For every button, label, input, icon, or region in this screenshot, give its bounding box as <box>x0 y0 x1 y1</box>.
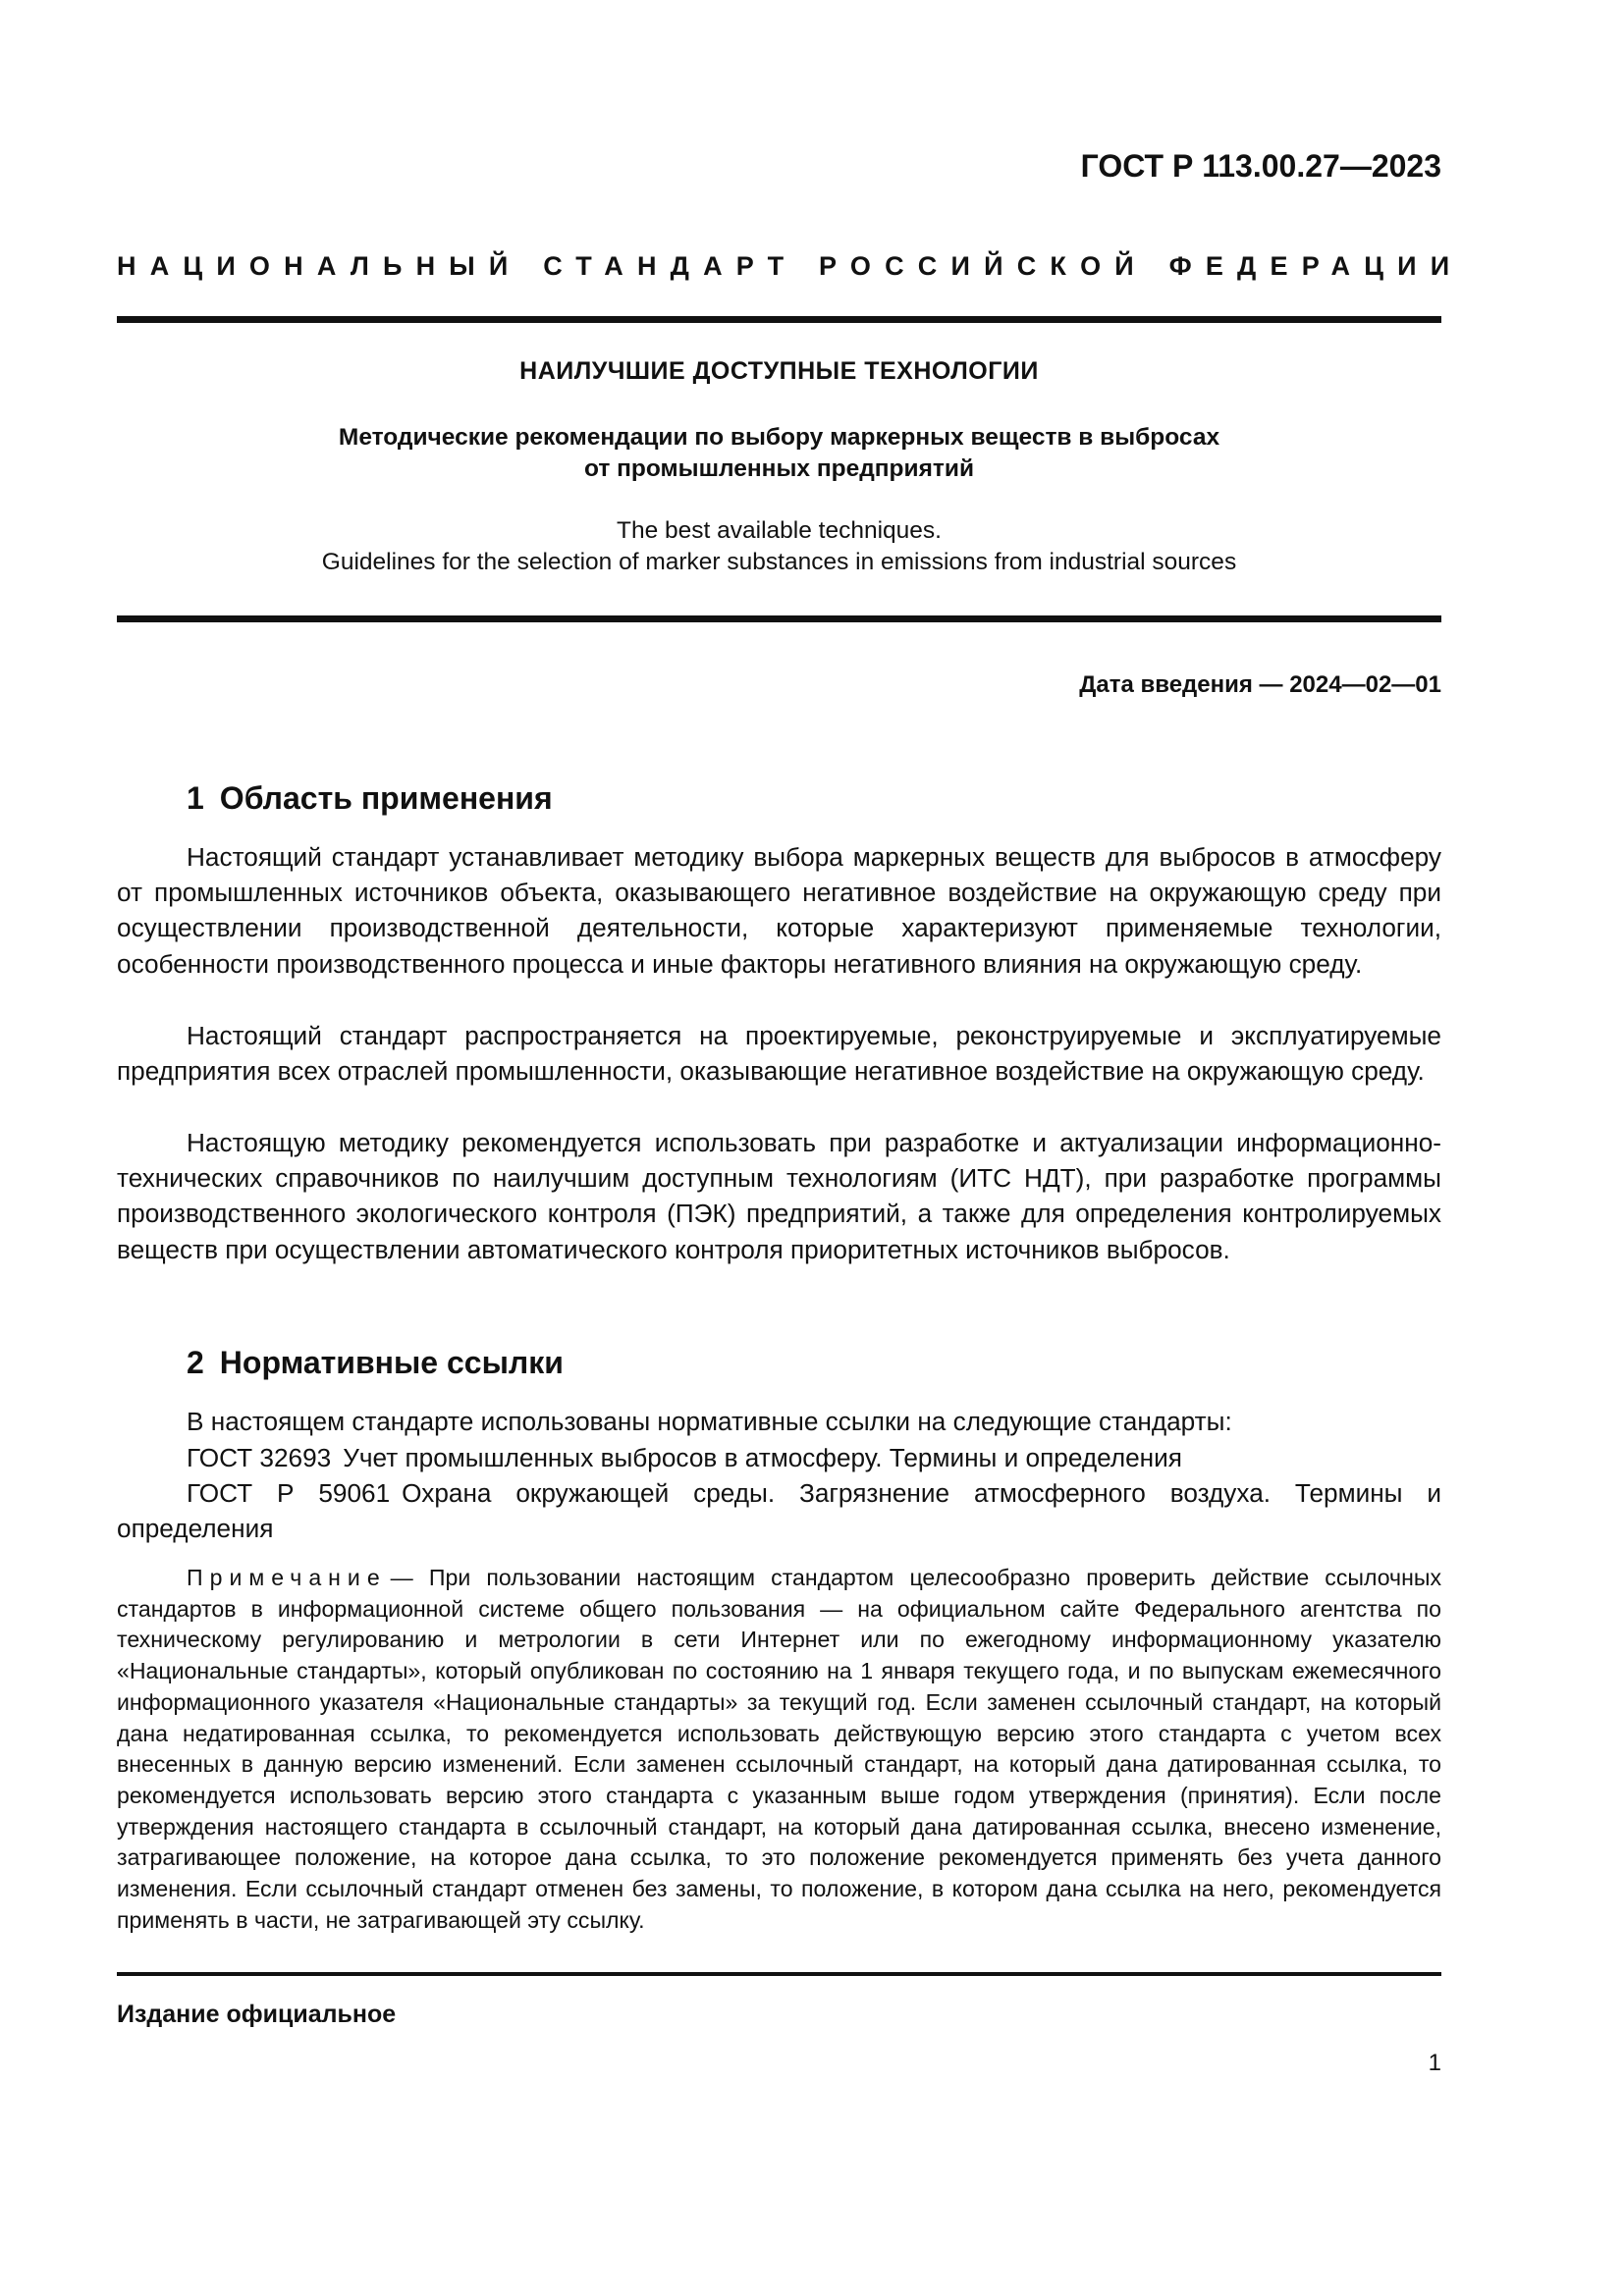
reference-item <box>117 1475 1441 1546</box>
section-1-paragraph-3: Настоящую методику рекомендуется использовать при разработке и актуализации информационно-технических справочников по наилучшим доступным технологиям (ИТС НДТ), при разработке программы производственного экологического контроля (ПЭК) предприятий, а также для определения контролируемых веществ при осуществлении автоматического контроля приоритетных источников выбросов. <box>117 1128 1441 1264</box>
note-text: — При пользовании настоящим стандартом целесообразно проверить действие ссылочных стандартов в информационной системе общего пользования — на официальном сайте Федерального агентства по техническому регулированию и метрологии в сети Интернет или по ежегодному информационному указателю «Национальные стандарты», который опубликован по состоянию на 1 января текущего года, и по выпускам ежемесячного информационного указателя «Национальные стандарты» за текущий год. Если заменен ссылочный стандарт, на который дана недатированная ссылка, то рекомендуется использовать действующую версию этого стандарта с учетом всех внесенных в данную версию изменений. Если заменен ссылочный стандарт, на который дана датированная ссылка, то рекомендуется использовать версию этого стандарта с указанным выше годом утверждения (принятия). Если после утверждения настоящего стандарта в ссылочный стандарт, на который дана датированная ссылка, внесено изменение, затрагивающее положение, на которое дана ссылка, то это положение рекомендуется применять без учета данного изменения. Если ссылочный стандарт отменен без замены, то положение, в котором дана ссылка на него, рекомендуется применять в части, не затрагивающей эту ссылку. <box>117 1565 1441 1933</box>
section-1-paragraph-2: Настоящий стандарт распространяется на проектируемые, реконструируемые и эксплуатируемые предприятия всех отраслей промышленности, оказывающие негативное воздействие на окружающую среду. <box>117 1021 1441 1087</box>
subtitle-line-1: Методические рекомендации по выбору маркерных веществ в выбросах <box>338 424 1220 451</box>
document-subtitle <box>117 422 1441 485</box>
reference-title: Охрана окружающей среды. Загрязнение атмосферного воздуха. Термины и определения <box>117 1478 1441 1544</box>
english-title-line-1: The best available techniques. <box>617 517 942 544</box>
section-1-title: Область применения <box>219 780 553 816</box>
top-divider <box>117 316 1441 323</box>
reference-title: Учет промышленных выбросов в атмосферу. Термины и определения <box>343 1443 1182 1472</box>
reference-note <box>117 1563 1441 1936</box>
subtitle-line-2: от промышленных предприятий <box>583 455 975 482</box>
document-title: НАИЛУЧШИЕ ДОСТУПНЫЕ ТЕХНОЛОГИИ <box>519 357 1039 385</box>
section-1-heading <box>187 780 553 817</box>
section-2-title: Нормативные ссылки <box>219 1345 564 1380</box>
section-1-number: 1 <box>187 780 204 816</box>
section-1-paragraph-1: Настоящий стандарт устанавливает методику выбора маркерных веществ для выбросов в атмосферу от промышленных источников объекта, оказывающего негативное воздействие на окружающую среду при осуществлении производственной деятельности, которые характеризуют применяемые технологии, особенности производственного процесса и иные факторы негативного влияния на окружающую среду. <box>117 842 1441 979</box>
english-title <box>117 515 1441 578</box>
section-2-number: 2 <box>187 1345 204 1380</box>
english-title-line-2: Guidelines for the selection of marker substances in emissions from industrial sources <box>321 549 1237 575</box>
title-divider <box>117 615 1441 622</box>
page-number: 1 <box>1428 2050 1441 2076</box>
reference-code: ГОСТ Р 59061 <box>187 1478 391 1508</box>
standard-banner: НАЦИОНАЛЬНЫЙ СТАНДАРТ РОССИЙСКОЙ ФЕДЕРАЦИИ <box>117 251 1464 281</box>
note-label: Примечание <box>187 1565 387 1590</box>
section-2-heading <box>187 1345 564 1381</box>
reference-item <box>187 1440 1182 1475</box>
section-2-intro: В настоящем стандарте использованы нормативные ссылки на следующие стандарты: <box>187 1407 1232 1436</box>
footer-divider <box>117 1972 1441 1976</box>
edition-label: Издание официальное <box>117 2001 397 2028</box>
document-id: ГОСТ Р 113.00.27—2023 <box>1080 148 1441 184</box>
reference-code: ГОСТ 32693 <box>187 1443 332 1472</box>
introduction-date: Дата введения — 2024—02—01 <box>1079 671 1441 698</box>
